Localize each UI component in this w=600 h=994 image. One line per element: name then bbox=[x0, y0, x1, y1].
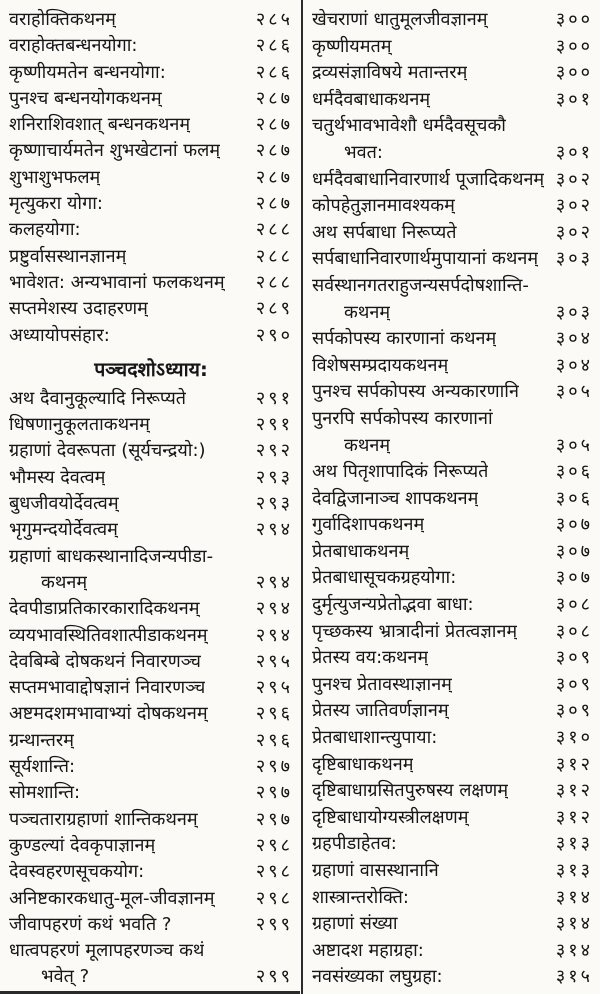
toc-entry-title: ग्रहाणां देवरूपता (सूर्यचन्द्रयो:) bbox=[9, 440, 206, 462]
toc-entry bbox=[9, 886, 293, 912]
toc-entry-title: प्रेतबाधाकथनम् bbox=[312, 540, 410, 562]
toc-entry-page-number: २९३ bbox=[255, 493, 293, 515]
toc-entry bbox=[312, 273, 593, 300]
toc-entry-title: अथ सर्पबाधा निरूप्यते bbox=[312, 221, 457, 243]
toc-entry bbox=[312, 725, 593, 752]
toc-entry-title: नवसंख्यका लघुग्रहा: bbox=[312, 966, 443, 988]
column-divider-rule bbox=[301, 0, 303, 994]
toc-entry bbox=[312, 752, 593, 779]
toc-entry-title: भौमस्य देवत्वम् bbox=[9, 466, 106, 488]
toc-entry-title: जीवापहरणं कथं भवति ? bbox=[9, 913, 172, 935]
toc-entry bbox=[9, 649, 293, 675]
toc-entry-page-number: २८८ bbox=[255, 245, 293, 267]
toc-entry bbox=[312, 672, 593, 699]
toc-entry-title: सर्वस्थानगतराहुजन्यसर्पदोषशान्ति- bbox=[312, 274, 529, 296]
toc-entry-page-number: २९७ bbox=[255, 756, 293, 778]
toc-entry-page-number: ३१३ bbox=[555, 860, 593, 881]
toc-entry-title: सप्तमभावाद्दोषज्ञानं निवारणञ्च bbox=[9, 677, 206, 699]
toc-entry-title: दृष्टिबाधायोग्यस्त्रीलक्षणम् bbox=[312, 806, 469, 828]
toc-entry bbox=[9, 491, 293, 517]
toc-entry bbox=[312, 592, 593, 619]
toc-entry-title: ग्रहाणां संख्या bbox=[312, 913, 398, 935]
toc-entry bbox=[312, 778, 593, 805]
toc-entry-title: धात्वपहरणं मूलापहरणञ्च कथं bbox=[9, 940, 205, 962]
toc-entry bbox=[9, 217, 293, 243]
toc-entry-title: कथनम् bbox=[41, 571, 88, 593]
toc-entry bbox=[9, 754, 293, 780]
toc-entry bbox=[312, 698, 593, 725]
toc-entry-page-number: २९८ bbox=[255, 834, 293, 856]
toc-entry bbox=[9, 675, 293, 701]
toc-entry-page-number: २९४ bbox=[255, 598, 293, 620]
toc-entry bbox=[312, 539, 593, 566]
toc-entry-title: कथनम् bbox=[344, 301, 391, 323]
toc-entry bbox=[312, 486, 593, 513]
toc-entry bbox=[9, 386, 293, 412]
toc-entry bbox=[312, 167, 593, 194]
toc-entry-page-number: ३१४ bbox=[555, 913, 593, 935]
toc-entry-page-number: २९८ bbox=[255, 861, 293, 883]
toc-entry-title: अथ दैवानुकूल्यादि निरूप्यते bbox=[9, 387, 187, 409]
toc-entry-title: ग्रहपीडाहेतव: bbox=[312, 833, 397, 855]
toc-entry bbox=[312, 964, 593, 991]
toc-entry-page-number: २८८ bbox=[255, 219, 293, 241]
toc-entry bbox=[312, 353, 593, 380]
toc-entry bbox=[9, 912, 293, 938]
toc-entry-page-number: २८९ bbox=[255, 298, 293, 320]
toc-entry-title: खेचराणां धातुमूलजीवज्ञानम् bbox=[312, 9, 488, 30]
toc-entry-page-number: ३०९ bbox=[555, 673, 593, 695]
toc-entry bbox=[9, 964, 293, 990]
toc-entry bbox=[9, 596, 293, 622]
toc-entry-title: ग्रहाणां बाधकस्थानादिजन्यपीडा- bbox=[9, 545, 214, 567]
toc-entry-page-number: २९० bbox=[255, 324, 293, 346]
toc-entry bbox=[312, 831, 593, 858]
toc-entry bbox=[9, 938, 293, 964]
toc-entry-page-number: ३१५ bbox=[555, 966, 593, 988]
toc-entry-page-number: ३०२ bbox=[555, 195, 593, 217]
toc-entry-title: पुनरपि सर्पकोपस्य कारणानां bbox=[312, 407, 493, 429]
toc-entry-page-number: २९६ bbox=[255, 729, 293, 751]
toc-entry bbox=[9, 517, 293, 543]
toc-entry bbox=[9, 112, 293, 138]
toc-entry-page-number: ३०७ bbox=[555, 567, 593, 589]
toc-entry-page-number: ३०० bbox=[555, 62, 593, 84]
toc-entry-page-number: २९४ bbox=[255, 624, 293, 646]
toc-entry bbox=[312, 326, 593, 353]
toc-entry-page-number: २९३ bbox=[255, 466, 293, 488]
toc-entry bbox=[9, 570, 293, 596]
toc-entry-page-number: ३०७ bbox=[555, 514, 593, 536]
toc-entry bbox=[9, 701, 293, 727]
toc-column-right bbox=[300, 0, 600, 994]
toc-entry bbox=[9, 859, 293, 885]
toc-entry-title: सर्पबाधानिवारणार्थमुपायानां कथनम् bbox=[312, 248, 539, 270]
toc-entry-title: भावेशत: अन्यभावानां फलकथनम् bbox=[9, 271, 225, 293]
toc-entry-title: व्ययभावस्थितिवशात्पीडाकथनम् bbox=[9, 624, 208, 646]
toc-entry-title: अथ पितृशापादिकं निरूप्यते bbox=[312, 461, 489, 483]
toc-entry-title: वराहोक्तबन्धनयोगा: bbox=[9, 35, 138, 57]
toc-entry bbox=[9, 270, 293, 296]
toc-entry-page-number: २९७ bbox=[255, 808, 293, 830]
toc-entry-page-number: ३१२ bbox=[555, 753, 593, 775]
toc-entry bbox=[9, 86, 293, 112]
toc-entry-page-number: ३१३ bbox=[555, 833, 593, 855]
toc-entry-page-number: २८८ bbox=[255, 271, 293, 293]
toc-entry-page-number: २९२ bbox=[255, 440, 293, 462]
toc-entry-page-number: ३१४ bbox=[555, 939, 593, 961]
toc-entry bbox=[312, 87, 593, 114]
toc-entry-page-number: ३०४ bbox=[555, 354, 593, 376]
toc-entry-page-number: ३०६ bbox=[555, 487, 593, 509]
toc-entry-page-number: ३०१ bbox=[555, 141, 593, 163]
toc-entry-page-number: २८६ bbox=[255, 61, 293, 83]
toc-entry-title: वराहोक्तिकथनम् bbox=[9, 9, 116, 30]
toc-entry-title: धर्मदैवबाधानिवारणार्थ पूजादिकथनम् bbox=[312, 168, 545, 190]
toc-entry-page-number: २९७ bbox=[255, 782, 293, 804]
toc-entry bbox=[312, 300, 593, 327]
toc-entry bbox=[312, 938, 593, 965]
toc-entry-title: धर्मदैवबाधाकथनम् bbox=[312, 88, 431, 110]
toc-entry bbox=[9, 296, 293, 322]
toc-entry-title: सोमशान्ति: bbox=[9, 782, 81, 804]
toc-entry bbox=[312, 911, 593, 938]
toc-entry-title: प्रष्टुर्वासस्थानज्ञानम् bbox=[9, 245, 127, 267]
toc-entry-title: पुनश्च प्रेतावस्थाज्ञानम् bbox=[312, 673, 452, 695]
toc-entry bbox=[312, 60, 593, 87]
toc-entry-page-number: ३०० bbox=[555, 9, 593, 30]
toc-entry-page-number: २८७ bbox=[255, 114, 293, 136]
toc-entry-page-number: ३०९ bbox=[555, 647, 593, 669]
toc-entry-title: शनिराशिवशात् बन्धनकथनम् bbox=[9, 114, 191, 136]
toc-entry-title: दुर्मृत्युजन्यप्रेतोद्भवा बाधा: bbox=[312, 594, 474, 616]
toc-entry-page-number: २९१ bbox=[255, 414, 293, 436]
toc-entry-page-number: २८६ bbox=[255, 35, 293, 57]
toc-entry-title: द्रव्यसंज्ञाविषये मतान्तरम् bbox=[312, 62, 468, 84]
toc-entry-page-number: ३१० bbox=[555, 727, 593, 749]
toc-entry-title: देवबिम्बे दोषकथनं निवारणञ्च bbox=[9, 650, 201, 672]
toc-entry-title: मृत्युकरा योगा: bbox=[9, 193, 103, 215]
toc-entry-page-number: ३०५ bbox=[555, 381, 593, 403]
toc-entry-page-number: २८७ bbox=[255, 193, 293, 215]
toc-entry-page-number: ३०१ bbox=[555, 88, 593, 110]
toc-entry bbox=[9, 244, 293, 270]
toc-entry bbox=[9, 323, 293, 349]
toc-entry bbox=[9, 412, 293, 438]
toc-entry-page-number: २८७ bbox=[255, 166, 293, 188]
toc-entry-title: कुण्डल्यां देवकृपाज्ञानम् bbox=[9, 834, 156, 856]
toc-entry-page-number: ३०८ bbox=[555, 620, 593, 642]
toc-entry-page-number: ३०४ bbox=[555, 328, 593, 350]
toc-entry-page-number: ३०२ bbox=[555, 168, 593, 190]
toc-entry-title: विशेषसम्प्रदायकथनम् bbox=[312, 354, 449, 376]
toc-entry-title: देवद्विजानाञ्च शापकथनम् bbox=[312, 487, 479, 509]
toc-entry bbox=[312, 220, 593, 247]
toc-entry-page-number: २९९ bbox=[255, 966, 293, 988]
toc-entry-title: कृष्णाचार्यमतेन शुभखेटानां फलम् bbox=[9, 140, 221, 162]
toc-entry-page-number: २८७ bbox=[255, 140, 293, 162]
toc-entry-title: शुभाशुभफलम् bbox=[9, 166, 101, 188]
toc-entry-title: अष्टमदशमभावाभ्यां दोषकथनम् bbox=[9, 703, 208, 725]
toc-entry-title: प्रेतबाधासूचकग्रहयोगा: bbox=[312, 567, 457, 589]
toc-entry-page-number: ३१४ bbox=[555, 886, 593, 908]
toc-entry-page-number: २९९ bbox=[255, 913, 293, 935]
toc-entry bbox=[9, 465, 293, 491]
toc-entry bbox=[312, 406, 593, 433]
toc-entry-page-number: २९६ bbox=[255, 703, 293, 725]
toc-entry-title: सर्पकोपस्य कारणानां कथनम् bbox=[312, 328, 497, 350]
toc-entry bbox=[312, 565, 593, 592]
toc-entry bbox=[9, 191, 293, 217]
toc-entry bbox=[9, 165, 293, 191]
toc-entry bbox=[312, 113, 593, 140]
toc-entry-title: पुनश्च सर्पकोपस्य अन्यकारणानि bbox=[312, 381, 519, 403]
toc-entry-title: भृगुमन्दयोर्देवत्वम् bbox=[9, 519, 118, 541]
toc-entry-page-number: २९४ bbox=[255, 571, 293, 593]
toc-entry-title: पृच्छकस्य भ्रात्रादीनां प्रेतत्वज्ञानम् bbox=[312, 620, 518, 642]
toc-entry-page-number: ३०८ bbox=[555, 594, 593, 616]
toc-entry bbox=[312, 858, 593, 885]
toc-entry bbox=[9, 438, 293, 464]
toc-entry-title: दृष्टिबाधाकथनम् bbox=[312, 753, 414, 775]
toc-entry-title: शास्त्रान्तरोक्ति: bbox=[312, 886, 409, 908]
toc-entry bbox=[312, 34, 593, 61]
toc-entry-title: प्रेतस्य जातिवर्णज्ञानम् bbox=[312, 700, 449, 722]
toc-entry-title: सप्तमेशस्य उदाहरणम् bbox=[9, 298, 148, 320]
toc-entry bbox=[312, 246, 593, 273]
toc-entry bbox=[312, 645, 593, 672]
toc-entry bbox=[312, 7, 593, 34]
toc-entry-page-number: ३१२ bbox=[555, 806, 593, 828]
toc-entry bbox=[9, 33, 293, 59]
toc-entry bbox=[312, 619, 593, 646]
toc-entry-page-number: ३०३ bbox=[555, 248, 593, 270]
toc-entry-title: कृष्णीयमतेन बन्धनयोगा: bbox=[9, 61, 166, 83]
toc-entry-page-number: ३०५ bbox=[555, 434, 593, 456]
toc-entry-page-number: २९१ bbox=[255, 387, 293, 409]
toc-entry-title: कृष्णीयमतम् bbox=[312, 35, 392, 57]
toc-entry-title: गुर्वादिशापकथनम् bbox=[312, 514, 425, 536]
toc-entry bbox=[9, 623, 293, 649]
toc-entry-title: धिषणानुकूलताकथनम् bbox=[9, 414, 150, 436]
toc-entry-title: कोपहेतुज्ञानमावश्यकम् bbox=[312, 195, 455, 217]
toc-entry-title: कथनम् bbox=[344, 434, 391, 456]
toc-entry-title: पुनश्च बन्धनयोगकथनम् bbox=[9, 87, 162, 109]
toc-entry-title: ग्रहाणां वासस्थानानि bbox=[312, 860, 439, 881]
toc-entry-page-number: २९५ bbox=[255, 650, 293, 672]
toc-entry-title: चतुर्थभावभावेशौ धर्मदैवसूचकौ bbox=[312, 115, 506, 137]
toc-entry-page-number: ३०७ bbox=[555, 540, 593, 562]
toc-entry bbox=[9, 728, 293, 754]
chapter-heading: पञ्चदशोऽध्याय: bbox=[94, 357, 208, 381]
toc-entry bbox=[9, 138, 293, 164]
toc-entry-page-number: २९४ bbox=[255, 519, 293, 541]
toc-entry bbox=[9, 807, 293, 833]
toc-entry-page-number: २८७ bbox=[255, 87, 293, 109]
toc-entry bbox=[312, 193, 593, 220]
toc-entry bbox=[312, 512, 593, 539]
toc-entry-title: भवेत् ? bbox=[41, 966, 90, 988]
toc-entry-title: पञ्चताराग्रहाणां शान्तिकथनम् bbox=[9, 808, 198, 830]
toc-entry bbox=[312, 885, 593, 912]
toc-entry-page-number: ३०६ bbox=[555, 461, 593, 483]
toc-entry-page-number: २८५ bbox=[255, 9, 293, 30]
toc-entry bbox=[312, 433, 593, 460]
toc-entry-title: अनिष्टकारकधातु-मूल-जीवज्ञानम् bbox=[9, 887, 215, 909]
toc-entry bbox=[312, 379, 593, 406]
toc-entry bbox=[312, 805, 593, 832]
toc-entry-page-number: ३०३ bbox=[555, 301, 593, 323]
toc-entry bbox=[312, 140, 593, 167]
toc-entry-page-number: ३०२ bbox=[555, 221, 593, 243]
toc-entry bbox=[9, 780, 293, 806]
toc-entry-title: अष्टादश महाग्रहा: bbox=[312, 939, 424, 961]
toc-entry bbox=[9, 60, 293, 86]
toc-entry-page-number: २९८ bbox=[255, 887, 293, 909]
toc-entry-page-number: २९५ bbox=[255, 677, 293, 699]
toc-entry-title: ग्रन्थान्तरम् bbox=[9, 729, 75, 751]
toc-entry-title: दृष्टिबाधाग्रसितपुरुषस्य लक्षणम् bbox=[312, 780, 509, 802]
toc-entry-page-number: ३०९ bbox=[555, 700, 593, 722]
toc-entry-page-number: ३०० bbox=[555, 35, 593, 57]
toc-entry-title: कलहयोगा: bbox=[9, 219, 81, 241]
toc-entry bbox=[312, 459, 593, 486]
toc-entry-title: बुधजीवयोर्देवत्वम् bbox=[9, 493, 119, 515]
toc-entry-title: अध्यायोपसंहार: bbox=[9, 324, 110, 346]
toc-entry-title: देवपीडाप्रतिकारकारादिकथनम् bbox=[9, 598, 200, 620]
toc-entry bbox=[9, 544, 293, 570]
toc-entry-title: सूर्यशान्ति: bbox=[9, 756, 76, 778]
toc-entry-title: प्रेतस्य वय:कथनम् bbox=[312, 647, 429, 669]
toc-entry-title: प्रेतबाधाशान्त्युपाया: bbox=[312, 727, 438, 749]
toc-entry-title: देवस्वहरणसूचकयोग: bbox=[9, 861, 145, 883]
toc-entry-title: भवत: bbox=[344, 141, 383, 163]
toc-entry-page-number: ३१२ bbox=[555, 780, 593, 802]
toc-entry bbox=[9, 833, 293, 859]
toc-entry bbox=[9, 7, 293, 33]
